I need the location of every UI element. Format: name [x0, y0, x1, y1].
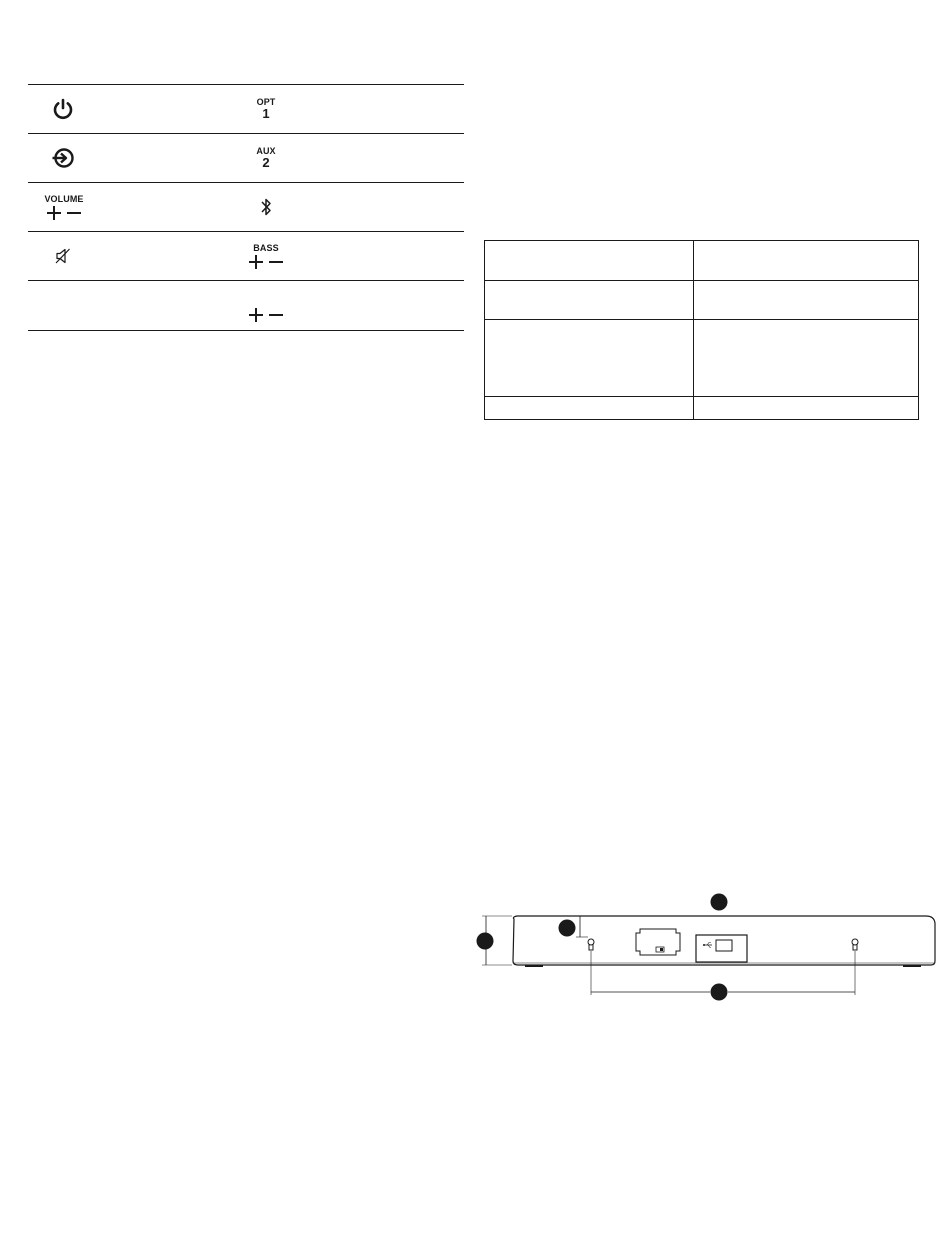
legend-cell-source	[38, 134, 88, 182]
callout-left	[477, 933, 494, 950]
legend-cell-mute	[38, 232, 88, 280]
spec-cell	[694, 320, 919, 397]
callout-small	[559, 920, 576, 937]
volume-label: VOLUME	[44, 194, 84, 204]
plus-minus-icon	[247, 308, 285, 322]
bluetooth-icon	[260, 197, 272, 217]
spec-cell	[694, 241, 919, 281]
opt-number: 1	[262, 106, 270, 121]
legend-cell-aux2	[238, 134, 294, 182]
legend-cell-opt1	[238, 85, 294, 133]
callout-bottom	[711, 984, 728, 1001]
spec-cell	[694, 281, 919, 320]
spec-row	[485, 397, 919, 420]
spec-cell	[694, 397, 919, 420]
power-icon	[52, 98, 74, 120]
callout-top	[711, 894, 728, 911]
legend-row-power	[28, 85, 464, 134]
button-legend-table	[28, 84, 464, 331]
wall-mount-diagram	[470, 885, 940, 1015]
legend-cell-bluetooth	[238, 183, 294, 231]
rear-panel-switch-knob	[660, 948, 663, 951]
plus-minus-icon	[247, 255, 285, 269]
legend-cell-power	[38, 85, 88, 133]
spec-row	[485, 241, 919, 281]
legend-cell-bass	[238, 232, 294, 280]
legend-cell-volume	[36, 183, 92, 231]
legend-row-treble	[28, 281, 464, 331]
spec-cell	[485, 241, 694, 281]
plus-minus-icon	[45, 206, 83, 220]
legend-row-mute	[28, 232, 464, 281]
opt-label: OPT	[256, 97, 276, 107]
spec-row	[485, 320, 919, 397]
aux-label: AUX	[256, 146, 276, 156]
mute-icon	[54, 247, 72, 265]
soundbar-foot	[525, 965, 543, 967]
bass-label: BASS	[253, 243, 279, 253]
spec-cell	[485, 397, 694, 420]
aux-number: 2	[262, 155, 270, 170]
spec-cell	[485, 320, 694, 397]
spec-cell	[485, 281, 694, 320]
specification-table	[484, 240, 919, 420]
spec-row	[485, 281, 919, 320]
source-input-icon	[51, 147, 75, 169]
legend-cell-plusminus	[238, 281, 294, 330]
legend-row-volume	[28, 183, 464, 232]
soundbar-foot	[903, 965, 921, 967]
legend-row-source	[28, 134, 464, 183]
